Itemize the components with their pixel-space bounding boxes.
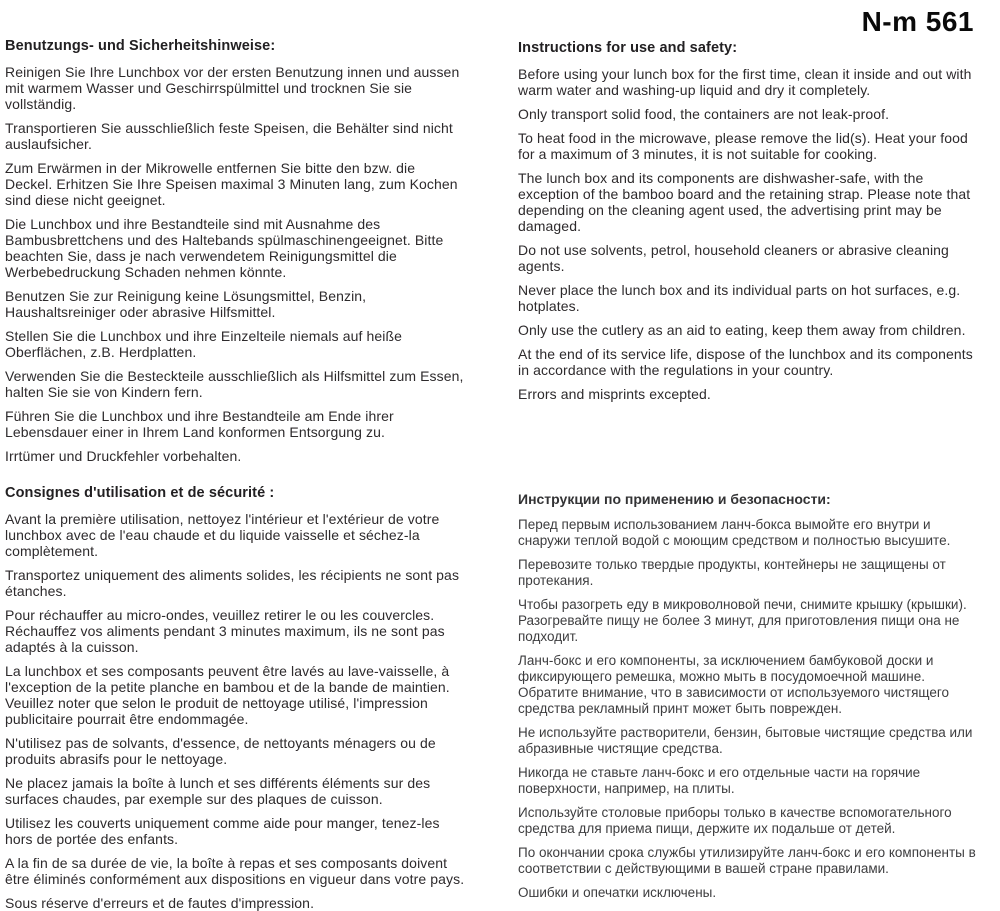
- paragraph: Zum Erwärmen in der Mikrowelle entfernen Sie bitte den bzw. die Deckel. Erhitzen Sie Ihre Speisen maximal 3 Minuten lang, zum Kochen sind diese nicht geeignet.: [5, 160, 458, 208]
- paragraph: Benutzen Sie zur Reinigung keine Lösungsmittel, Benzin, Haushaltsreiniger oder abrasive Hilfsmittel.: [5, 288, 367, 320]
- paragraph: Ne placez jamais la boîte à lunch et ses différents éléments sur des surfaces chaudes, par exemple sur des plaques de cuisson.: [5, 775, 431, 807]
- paragraph: Не используйте растворители, бензин, бытовые чистящие средства или абразивные чистящие средства.: [518, 725, 973, 756]
- paragraph: A la fin de sa durée de vie, la boîte à repas et ses composants doivent être éliminés conformément aux dispositions en vigueur dans votre pays.: [5, 855, 465, 887]
- paragraph: Utilisez les couverts uniquement comme aide pour manger, tenez-les hors de portée des enfants.: [5, 815, 440, 847]
- paragraph: Перед первым использованием ланч-бокса вымойте его внутри и снаружи теплой водой с моющим средством и полностью высушите.: [518, 517, 951, 548]
- paragraph: N'utilisez pas de solvants, d'essence, de nettoyants ménagers ou de produits abrasifs pour le nettoyage.: [5, 735, 436, 767]
- paragraph: Irrtümer und Druckfehler vorbehalten.: [5, 448, 242, 464]
- paragraph: Only use the cutlery as an aid to eating, keep them away from children.: [518, 322, 966, 338]
- paragraph: Avant la première utilisation, nettoyez l'intérieur et l'extérieur de votre lunchbox avec de l'eau chaude et du liquide vaisselle et séchez-la complètement.: [5, 511, 440, 559]
- product-model-title: N-m 561: [861, 6, 974, 37]
- section-french-instructions: [5, 485, 465, 911]
- paragraph: Reinigen Sie Ihre Lunchbox vor der ersten Benutzung innen und aussen mit warmem Wasser und Geschirrspülmittel und trocknen Sie sie vollständig.: [5, 64, 460, 112]
- paragraph: Before using your lunch box for the first time, clean it inside and out with warm water and washing-up liquid and dry it completely.: [518, 66, 972, 98]
- paragraph: To heat food in the microwave, please remove the lid(s). Heat your food for a maximum of 3 minutes, it is not suitable for cooking.: [518, 130, 968, 162]
- paragraph: Die Lunchbox und ihre Bestandteile sind mit Ausnahme des Bambusbrettchens und des Haltebands spülmaschinengeeignet. Bitte beachten Sie, dass je nach verwendetem Reinigungsmittel die Werbebedruckung Schaden nehmen könnte.: [5, 216, 444, 280]
- paragraph: Never place the lunch box and its individual parts on hot surfaces, e.g. hotplates.: [518, 282, 961, 314]
- section-english-instructions: [518, 40, 983, 410]
- paragraph: По окончании срока службы утилизируйте ланч-бокс и его компоненты в соответствии с действующими в вашей стране правилами.: [518, 845, 976, 876]
- paragraph-list-russian: [518, 517, 986, 901]
- section-heading-russian: Инструкции по применению и безопасности:: [518, 491, 831, 507]
- paragraph: Transportieren Sie ausschließlich feste Speisen, die Behälter sind nicht auslaufsicher.: [5, 120, 453, 152]
- paragraph: Никогда не ставьте ланч-бокс и его отдельные части на горячие поверхности, например, на плиты.: [518, 765, 921, 796]
- paragraph: Перевозите только твердые продукты, контейнеры не защищены от протекания.: [518, 557, 946, 588]
- section-heading-german: Benutzungs- und Sicherheitshinweise:: [5, 38, 276, 54]
- section-russian-instructions: [518, 491, 986, 909]
- paragraph: Do not use solvents, petrol, household cleaners or abrasive cleaning agents.: [518, 242, 949, 274]
- paragraph: Transportez uniquement des aliments solides, les récipients ne sont pas étanches.: [5, 567, 460, 599]
- section-german-instructions: [5, 38, 465, 472]
- paragraph: Only transport solid food, the containers are not leak-proof.: [518, 106, 890, 122]
- paragraph: At the end of its service life, dispose of the lunchbox and its components in accordance with the regulations in your country.: [518, 346, 973, 378]
- section-heading-french: Consignes d'utilisation et de sécurité :: [5, 485, 275, 501]
- paragraph: Чтобы разогреть еду в микроволновой печи, снимите крышку (крышки). Разогревайте пищу не более 3 минут, для приготовления пищи она не подходит.: [518, 597, 967, 644]
- paragraph: Pour réchauffer au micro-ondes, veuillez retirer le ou les couvercles. Réchauffez vos aliments pendant 3 minutes maximum, ils ne sont pas adaptés à la cuisson.: [5, 607, 445, 655]
- paragraph-list-german: [5, 64, 465, 464]
- paragraph: Führen Sie die Lunchbox und ihre Bestandteile am Ende ihrer Lebensdauer einer in Ihrem Land konformen Entsorgung zu.: [5, 408, 394, 440]
- paragraph: Sous réserve d'erreurs et de fautes d'impression.: [5, 895, 315, 911]
- paragraph: La lunchbox et ses composants peuvent être lavés au lave-vaisselle, à l'exception de la petite planche en bambou et de la bande de maintien. Veuillez noter que selon le produit de nettoyage utilisé, l'impression publicitaire pourrait être endommagée.: [5, 663, 450, 727]
- paragraph: Stellen Sie die Lunchbox und ihre Einzelteile niemals auf heiße Oberflächen, z.B. Herdplatten.: [5, 328, 402, 360]
- paragraph: Verwenden Sie die Besteckteile ausschließlich als Hilfsmittel zum Essen, halten Sie sie von Kindern fern.: [5, 368, 464, 400]
- paragraph: Используйте столовые приборы только в качестве вспомогательного средства для приема пищи, держите их подальше от детей.: [518, 805, 952, 836]
- paragraph: The lunch box and its components are dishwasher-safe, with the exception of the bamboo board and the retaining strap. Please note that depending on the cleaning agent used, the advertising print may be damaged.: [518, 170, 971, 234]
- paragraph-list-french: [5, 511, 465, 911]
- paragraph-list-english: [518, 66, 983, 402]
- section-heading-english: Instructions for use and safety:: [518, 40, 738, 56]
- paragraph: Ошибки и опечатки исключены.: [518, 885, 717, 900]
- paragraph: Errors and misprints excepted.: [518, 386, 711, 402]
- paragraph: Ланч-бокс и его компоненты, за исключением бамбуковой доски и фиксирующего ремешка, можно мыть в посудомоечной машине. Обратите внимание, что в зависимости от используемого чистящего средства рекламный принт может быть поврежден.: [518, 653, 949, 716]
